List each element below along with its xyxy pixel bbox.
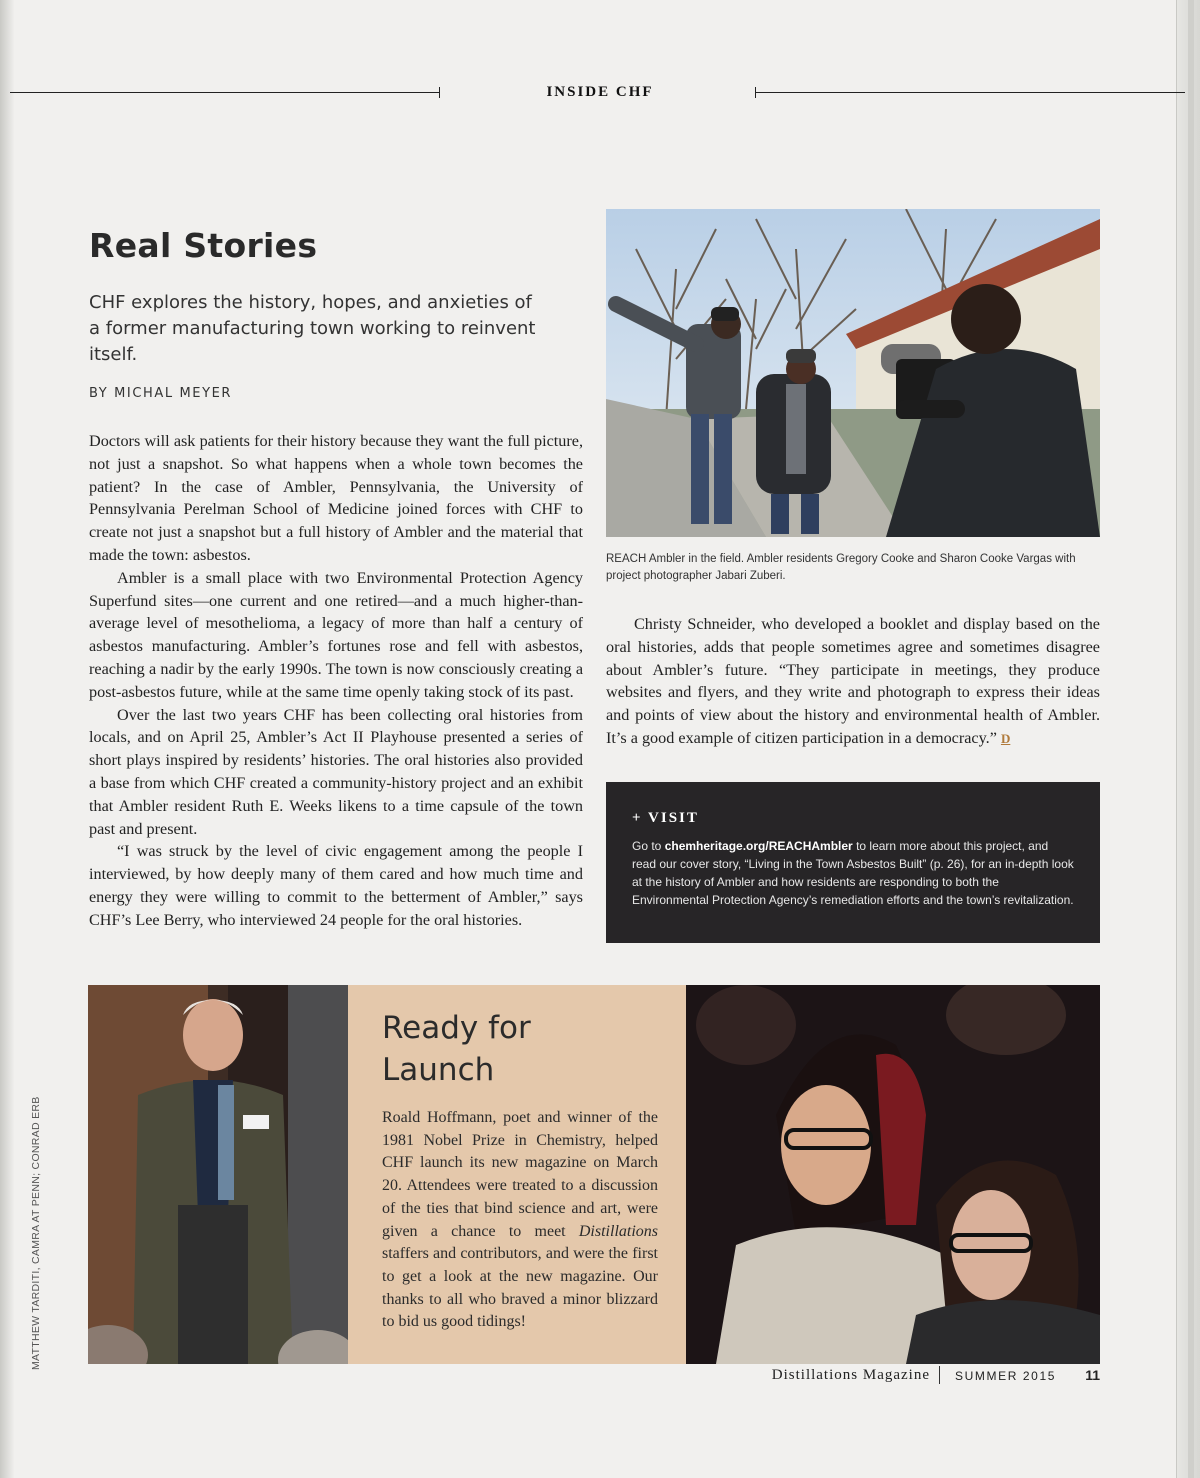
- audience-photo: [686, 985, 1100, 1364]
- article-byline: BY MICHAL MEYER: [89, 386, 233, 401]
- footer-issue: SUMMER 2015: [955, 1369, 1056, 1383]
- launch-feature: [348, 985, 686, 1364]
- launch-body-text: staffers and contributors, and were the first to get a look at the new magazine. Our thanks to all who braved a minor blizzard to bid us good tidings!: [382, 1245, 658, 1331]
- launch-body: [382, 1107, 658, 1334]
- article-paragraph: Ambler is a small place with two Environmental Protection Agency Superfund sites—one current and one retired—and a much higher-than-average level of mesothelioma, a legacy of more than half a century of asbestos manufacturing. Ambler’s fortunes rose and fell with asbestos, reaching a nadir by the early 1990s. The town is now consciously creating a post-asbestos future, while at the same time openly taking stock of its past.: [89, 568, 583, 701]
- header-rule-right: [755, 92, 1185, 93]
- footer-separator: [939, 1366, 940, 1384]
- article-dek: CHF explores the history, hopes, and anxieties of a former manufacturing town working to reinvent itself.: [89, 292, 536, 365]
- field-photo: [606, 209, 1100, 537]
- photo-credit: MATTHEW TARDITI, CAMRA AT PENN; CONRAD ERB: [30, 1096, 42, 1370]
- speaker-photo: [88, 985, 348, 1364]
- article-body-left: [89, 430, 583, 932]
- article-paragraph: “I was struck by the level of civic engagement among the people I interviewed, by how deeply many of them cared and how much time and energy they were willing to commit to the betterment of Ambler,” says CHF’s Lee Berry, who interviewed 24 people for the oral histories.: [89, 842, 583, 929]
- article-paragraph: Doctors will ask patients for their history because they want the full picture, not just a snapshot. So what happens when a whole town becomes the patient? In the case of Ambler, Pennsylvania, the University of Pennsylvania Perelman School of Medicine joined forces with CHF to create not just a snapshot but a full history of Ambler and the material that made the town: asbestos.: [89, 432, 583, 564]
- header-rule-tick-right: [755, 87, 756, 98]
- field-photo-caption: REACH Ambler in the field. Ambler residents Gregory Cooke and Sharon Cooke Vargas with project photographer Jabari Zuberi.: [606, 553, 1076, 582]
- page-footer: [600, 1366, 1100, 1386]
- visit-callout: [606, 782, 1100, 943]
- article-paragraph-text: Christy Schneider, who developed a booklet and display based on the oral histories, adds that people sometimes agree and sometimes disagree about Ambler’s future. “They participate in meetings, they produce websites and flyers, and they write and photograph to express their ideas and points of view about the history and environmental health of Ambler. It’s a good example of citizen participation in a democracy.”: [606, 615, 1100, 747]
- article-body-right: [606, 613, 1100, 751]
- article-title: Real Stories: [89, 226, 318, 265]
- page-gutter-shadow: [0, 0, 14, 1478]
- visit-body: Go to chemheritage.org/REACHAmbler to learn more about this project, and read our cover story, “Living in the Town Asbestos Built” (p. 26), for an in-depth look at the history of Ambler and how residents are responding to both the Environmental Protection Agency’s remediation efforts and the town’s revitalization.: [632, 839, 1074, 907]
- footer-magazine: Distillations Magazine: [771, 1367, 930, 1383]
- page-number: 11: [1085, 1367, 1100, 1383]
- launch-title-line: Ready for: [382, 1010, 531, 1046]
- page-edge-inner: [1188, 0, 1194, 1478]
- section-label: INSIDE CHF: [546, 84, 654, 100]
- article-paragraph: Over the last two years CHF has been collecting oral histories from locals, and on April 25, Ambler’s Act II Playhouse presented a series of short plays inspired by residents’ histories. The oral histories also provided a base from which CHF created a community-history project and an exhibit that Ambler resident Ruth E. Weeks likens to a time capsule of the town past and present.: [89, 705, 583, 838]
- launch-body-text: Roald Hoffmann, poet and winner of the 1981 Nobel Prize in Chemistry, helped CHF launch its new magazine on March 20. Attendees were treated to a discussion of the ties that bind science and art, were given a chance to meet: [382, 1109, 658, 1240]
- visit-link[interactable]: chemheritage.org/REACHAmbler: [664, 839, 853, 853]
- magazine-name: Distillations: [578, 1222, 658, 1240]
- launch-title-line: Launch: [382, 1052, 495, 1088]
- header-rule-tick-left: [439, 87, 440, 98]
- launch-title: [382, 1007, 686, 1091]
- visit-body-text: to learn more about this project, and read our cover story, “Living in the Town Asbestos Built” (p. 26), for an in-depth look at the history of Ambler and how residents are responding to both the Environmental Protection Agency’s remediation efforts and the town’s revitalization.: [632, 839, 1074, 907]
- header-rule-left: [10, 92, 440, 93]
- visit-heading: + VISIT: [632, 810, 699, 826]
- end-mark: D: [1000, 730, 1011, 746]
- article-paragraph: [606, 613, 1100, 751]
